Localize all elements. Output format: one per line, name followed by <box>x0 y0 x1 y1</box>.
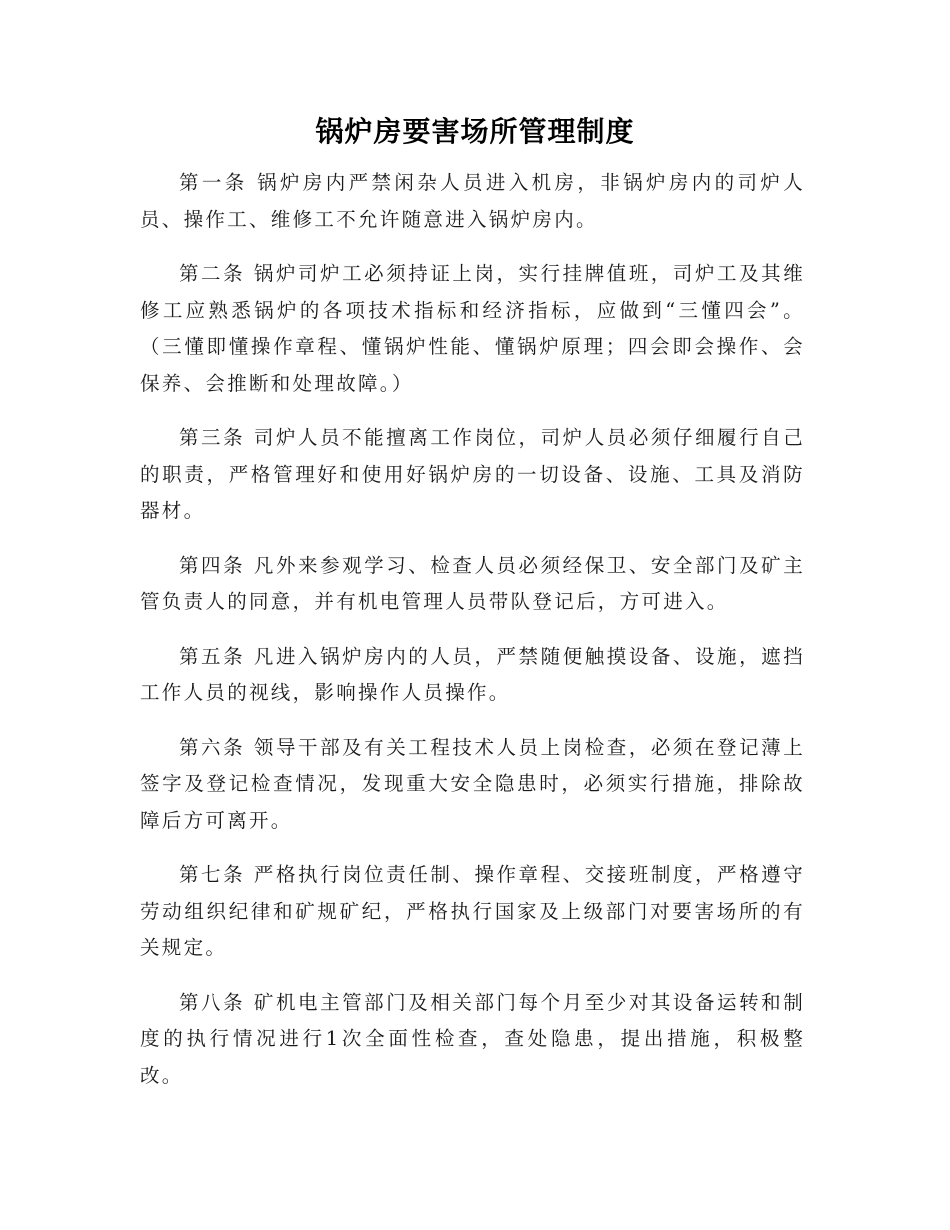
document-body <box>140 165 805 1112</box>
article-1: 第一条 锅炉房内严禁闲杂人员进入机房，非锅炉房内的司炉人员、操作工、维修工不允许随意进入锅炉房内。 <box>140 171 805 231</box>
article-6: 第六条 领导干部及有关工程技术人员上岗检查，必须在登记薄上签字及登记检查情况，发现重大安全隐患时，必须实行措施，排除故障后方可离开。 <box>140 735 805 832</box>
document-title: 锅炉房要害场所管理制度 <box>315 115 635 148</box>
article-5: 第五条 凡进入锅炉房内的人员，严禁随便触摸设备、设施，遮挡工作人员的视线，影响操作人员操作。 <box>140 644 805 704</box>
article-3: 第三条 司炉人员不能擅离工作岗位，司炉人员必须仔细履行自己的职责，严格管理好和使用好锅炉房的一切设备、设施、工具及消防器材。 <box>140 426 805 522</box>
article-2: 第二条 锅炉司炉工必须持证上岗，实行挂牌值班，司炉工及其维修工应熟悉锅炉的各项技术指标和经济指标，应做到“三懂四会”。（三懂即懂操作章程、懂锅炉性能、懂锅炉原理；四会即会操作、会保养、会推断和处理故障。） <box>140 262 805 395</box>
article-8: 第八条 矿机电主管部门及相关部门每个月至少对其设备运转和制度的执行情况进行1次全面性检查，查处隐患，提出措施，积极整改。 <box>140 990 805 1087</box>
article-7: 第七条 严格执行岗位责任制、操作章程、交接班制度，严格遵守劳动组织纪律和矿规矿纪，严格执行国家及上级部门对要害场所的有关规定。 <box>140 863 805 959</box>
article-4: 第四条 凡外来参观学习、检查人员必须经保卫、安全部门及矿主管负责人的同意，并有机电管理人员带队登记后，方可进入。 <box>140 553 805 613</box>
